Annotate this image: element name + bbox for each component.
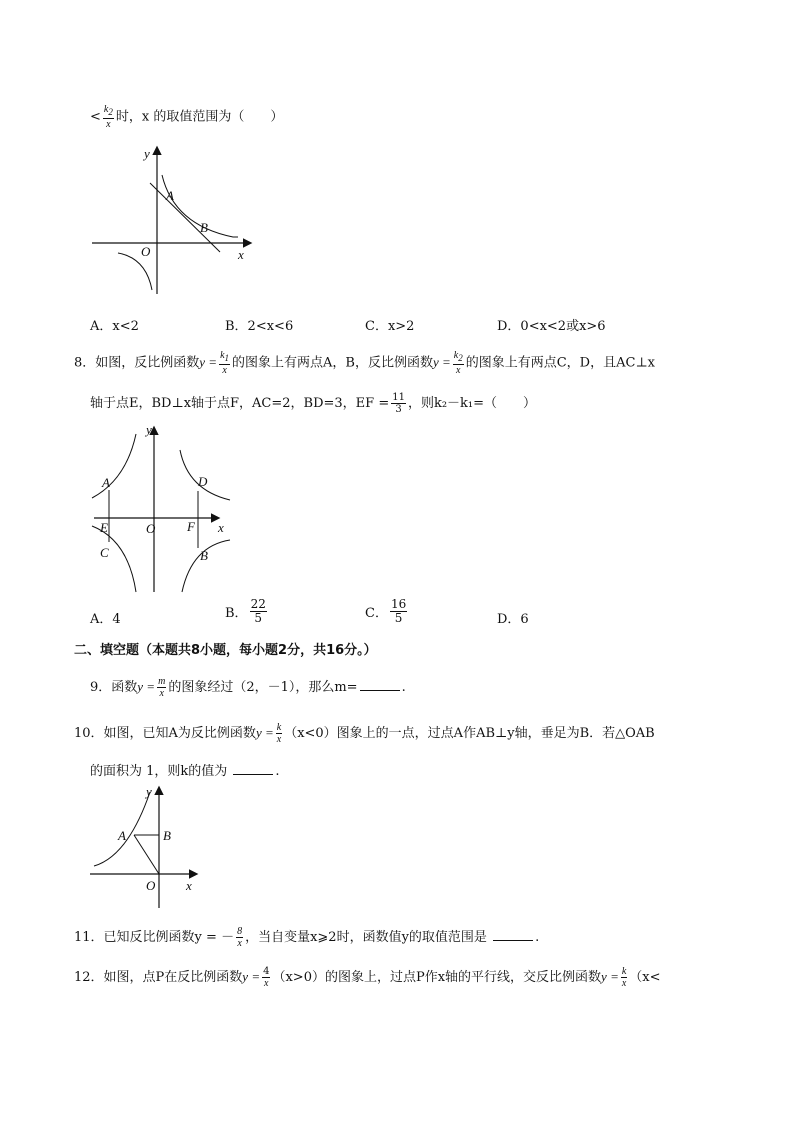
q8-label-d: D <box>198 474 208 489</box>
q7-label-a: A <box>166 188 174 203</box>
q11-answer-blank[interactable] <box>493 928 533 941</box>
q10-stem-line1: 10．如图，已知A为反比例函数y = $\frac{k}{x}$ （x<0）图象上的一点，过点A作AB⊥y轴，垂足为B．若△OAB <box>74 722 655 745</box>
q8-label-o: O <box>146 521 156 536</box>
q7-label-x: x <box>238 247 244 262</box>
q7-stem: < $\frac{k_2}{x}$ 时，x 的取值范围为（ ） <box>90 104 284 130</box>
q8-option-d[interactable]: D．6 <box>497 612 529 627</box>
q8-label-b: B <box>200 548 208 563</box>
q10-figure <box>88 782 208 912</box>
q8-curve-a <box>92 434 136 498</box>
q7-label-y: y <box>144 146 150 161</box>
q7-figure <box>88 140 258 300</box>
q8-label-f: F <box>187 519 195 534</box>
q12-stem: 12．如图，点P在反比例函数y = $\frac{4}{x}$ （x>0）的图象上，过点P作x轴的平行线，交反比例函数y = $\frac{k}{x}$ （x< <box>74 966 661 989</box>
q11-stem: 11．已知反比例函数y = － $\frac{8}{x}$ ，当自变量x⩾2时，函数值y的取值范围是 . <box>74 926 540 949</box>
q8-curve-c <box>92 526 136 592</box>
q9-answer-blank[interactable] <box>360 678 400 691</box>
q8-option-a[interactable]: A．4 <box>90 612 121 627</box>
q10-label-a: A <box>118 828 126 843</box>
q8-label-c: C <box>100 545 109 560</box>
q8-label-a: A <box>102 475 110 490</box>
q10-label-o: O <box>146 878 156 893</box>
q10-stem-line2: 的面积为 1，则k的值为 . <box>90 764 280 779</box>
q7-option-d[interactable]: D．0<x<2或x>6 <box>497 319 606 334</box>
q8-label-x: x <box>218 520 224 535</box>
q8-stem-line1: 8．如图，反比例函数y = $\frac{k_1}{x}$ 的图象上有两点A，B，反比例函数y = $\frac{k_2}{x}$ 的图象上有两点C，D，且AC⊥x <box>74 350 655 376</box>
section-heading-fill-in: 二、填空题（本题共8小题，每小题2分，共16分。） <box>74 643 377 658</box>
q7-option-c[interactable]: C．x>2 <box>365 319 415 334</box>
q8-label-e: E <box>100 520 108 535</box>
q9-stem: 9．函数y = $\frac{m}{x}$ 的图象经过（2，－1），那么m= . <box>90 676 406 699</box>
q7-fraction: $\frac{k_2}{x}$ <box>103 104 113 130</box>
q10-label-x: x <box>186 878 192 893</box>
q7-option-b[interactable]: B．2<x<6 <box>225 319 294 334</box>
q7-label-b: B <box>200 220 208 235</box>
q10-segment-ao <box>134 835 159 874</box>
q7-line <box>150 183 220 252</box>
q8-option-b[interactable]: B． $\frac{22}{5}$ <box>225 597 266 625</box>
q10-label-y: y <box>146 784 152 799</box>
q7-label-o: O <box>141 244 151 259</box>
q7-option-a[interactable]: A．x<2 <box>90 319 139 334</box>
q8-figure <box>88 420 238 595</box>
q8-stem-line2: 轴于点E，BD⊥x轴于点F，AC=2，BD=3，EF = $\frac{11}{3}$ ，则k₂－k₁=（ ） <box>90 392 537 415</box>
q8-label-y: y <box>146 422 152 437</box>
q10-answer-blank[interactable] <box>233 762 273 775</box>
q10-label-b: B <box>163 828 171 843</box>
q8-option-c[interactable]: C． $\frac{16}{5}$ <box>365 597 407 625</box>
